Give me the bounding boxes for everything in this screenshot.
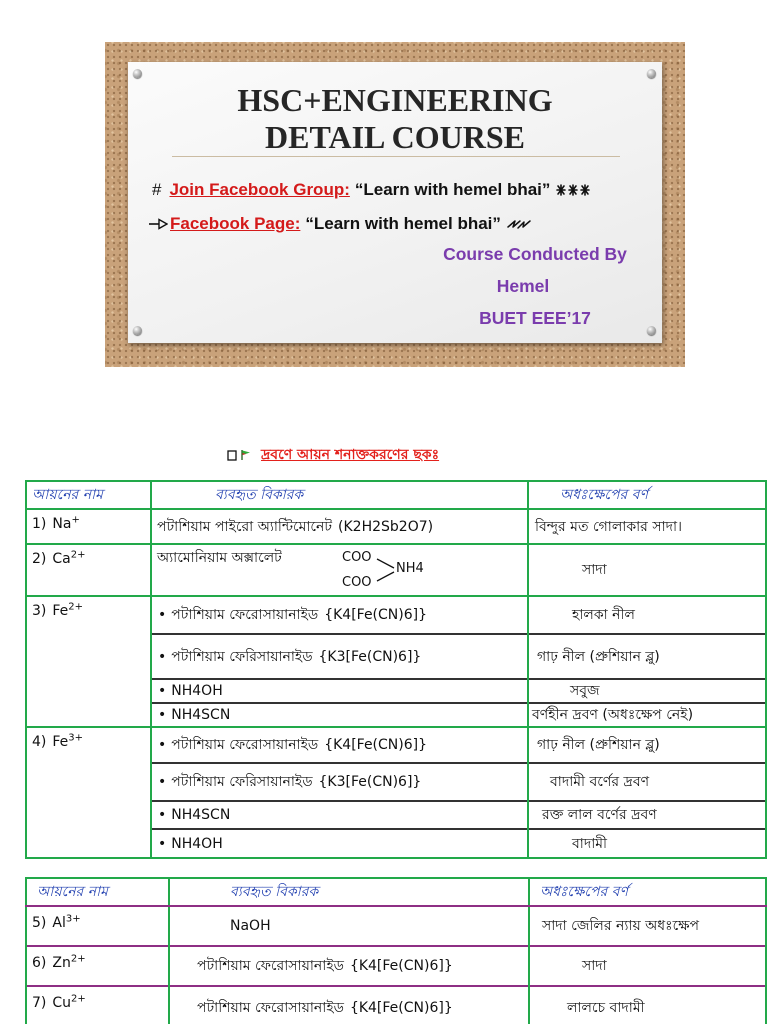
reagent-cell (151, 596, 528, 634)
ion-number: 4) (32, 734, 47, 750)
ion-symbol: Ca (52, 551, 71, 567)
reagent-name: পটাশিয়াম ফেরোসায়ানাইড (197, 958, 344, 974)
reagent-name: পটাশিয়াম ফেরোসায়ানাইড (171, 607, 319, 623)
header-precipitate-color: অধঃক্ষেপের বর্ণ (528, 481, 766, 509)
result-cell: বিন্দুর মত গোলাকার সাদা। (528, 509, 766, 544)
title-divider (172, 156, 620, 157)
ion-symbol: Cu (52, 995, 72, 1011)
result-cell: সাদা (528, 544, 766, 596)
header-ion-name: আয়নের নাম (26, 481, 151, 509)
facebook-group-name: “Learn with hemel bhai” (354, 180, 551, 199)
bullet: • (158, 774, 167, 790)
ion-identification-table-2 (25, 877, 767, 1024)
facebook-group-line (152, 179, 591, 201)
bullet: • (158, 648, 167, 665)
reagent-name: NH4SCN (171, 707, 231, 723)
reagent-formula: {K4[Fe(CN)6]} (324, 737, 428, 753)
ion-number: 5) (32, 915, 47, 931)
table-row (26, 596, 766, 634)
reagent-name: পটাশিয়াম ফেরোসায়ানাইড (171, 737, 319, 753)
course-banner (105, 42, 685, 367)
reagent-name: পটাশিয়াম ফেরিসায়ানাইড (171, 648, 313, 665)
table-row (26, 946, 766, 986)
table-header-row (26, 878, 766, 906)
ion-charge: 2+ (70, 549, 86, 561)
header-reagent: ব্যবহৃত বিকারক (169, 878, 529, 906)
facebook-page-line (148, 213, 532, 235)
bullet: • (158, 835, 167, 852)
pin-icon (133, 326, 142, 335)
ion-symbol: Zn (52, 955, 71, 971)
course-conducted-by: Course Conducted By (443, 244, 627, 264)
facebook-page-name: “Learn with hemel bhai” (305, 214, 501, 233)
ion-symbol: Al (52, 915, 66, 931)
reagent-formula: {K4[Fe(CN)6]} (349, 999, 453, 1016)
result-cell: বর্ণহীন দ্রবণ (অধঃক্ষেপ নেই) (528, 703, 766, 727)
reagent-cell (169, 986, 529, 1024)
instructor-institution: BUET EEE’17 (479, 308, 591, 328)
ion-charge: 3+ (68, 732, 84, 744)
table-header-row (26, 481, 766, 509)
bullet: • (158, 707, 167, 723)
bullet: • (158, 683, 167, 699)
reagent-cell (151, 679, 528, 703)
reagent-cell (169, 946, 529, 986)
ion-number: 7) (32, 995, 47, 1011)
table-row (26, 544, 766, 596)
oxalate-structure (152, 545, 527, 595)
bond-lines (376, 553, 396, 587)
section-heading-text: দ্রবণে আয়ন শনাক্তকরণের ছকঃ (261, 447, 440, 463)
ion-charge: + (71, 514, 80, 526)
reagent-cell (151, 763, 528, 801)
reagent-formula: {K3[Fe(CN)6]} (318, 648, 422, 665)
instructor-name: Hemel (496, 276, 550, 296)
reagent-cell (151, 829, 528, 858)
reagent-name: NH4SCN (171, 807, 231, 823)
ion-number: 1) (32, 516, 47, 532)
hash-mark: # (152, 180, 162, 199)
banner-title-line-2: DETAIL COURSE (265, 119, 525, 155)
table-2-viewport (24, 876, 768, 1024)
reagent-name: অ্যামোনিয়াম অক্সালেট (157, 550, 282, 566)
table-row (26, 986, 766, 1024)
scribble-icon (506, 218, 532, 230)
reagent-name: পটাশিয়াম ফেরোসায়ানাইড (197, 999, 344, 1016)
ion-cell (26, 946, 169, 986)
facebook-group-link[interactable]: Join Facebook Group: (169, 180, 350, 199)
reagent-name: NH4OH (171, 683, 223, 699)
reagent-formula: (K2H2Sb2O7) (338, 518, 434, 535)
formula-nh4: NH4 (396, 561, 424, 576)
ion-charge: 3+ (65, 913, 81, 925)
bullet: • (158, 807, 167, 823)
result-cell: গাঢ় নীল (প্রুশিয়ান ব্লু) (528, 727, 766, 763)
ion-number: 2) (32, 551, 47, 567)
checkbox-icon (227, 450, 237, 461)
table-row (26, 509, 766, 544)
ion-cell (26, 727, 151, 858)
result-cell: সাদা জেলির ন্যায় অধঃক্ষেপ (529, 906, 766, 946)
facebook-page-link[interactable]: Facebook Page: (170, 214, 301, 233)
reagent-cell (151, 727, 528, 763)
ion-symbol: Na (52, 516, 72, 532)
ion-cell (26, 509, 151, 544)
header-precipitate-color: অধঃক্ষেপের বর্ণ (529, 878, 766, 906)
result-cell: লালচে বাদামী (529, 986, 766, 1024)
result-cell: সাদা (529, 946, 766, 986)
bullet: • (158, 607, 167, 623)
ion-cell (26, 906, 169, 946)
result-cell: হালকা নীল (528, 596, 766, 634)
result-cell: সবুজ (528, 679, 766, 703)
reagent-formula: {K4[Fe(CN)6]} (349, 958, 453, 974)
stars-scribble-icon (555, 183, 591, 197)
reagent-cell (151, 544, 528, 596)
result-cell: বাদামী (528, 829, 766, 858)
ion-cell (26, 596, 151, 727)
pin-icon (133, 69, 142, 78)
formula-coo-top: COO (342, 550, 372, 565)
reagent-name: পটাশিয়াম ফেরিসায়ানাইড (171, 774, 313, 790)
table-row (26, 727, 766, 763)
flag-icon (240, 449, 252, 461)
reagent-name: NH4OH (171, 835, 223, 852)
ion-identification-table-1 (25, 480, 767, 859)
ion-cell (26, 986, 169, 1024)
ion-charge: 2+ (68, 601, 84, 613)
banner-title-line-1: HSC+ENGINEERING (237, 82, 553, 118)
ion-symbol: Fe (52, 734, 69, 750)
arrow-right-icon (148, 218, 168, 230)
bullet: • (158, 737, 167, 753)
header-reagent: ব্যবহৃত বিকারক (151, 481, 528, 509)
header-ion-name: আয়নের নাম (26, 878, 169, 906)
reagent-cell (151, 634, 528, 679)
banner-paper (128, 62, 662, 343)
reagent-cell (151, 509, 528, 544)
reagent-formula: {K4[Fe(CN)6]} (324, 607, 428, 623)
result-cell: রক্ত লাল বর্ণের দ্রবণ (528, 801, 766, 829)
reagent-cell (151, 703, 528, 727)
table-row (26, 906, 766, 946)
result-cell: বাদামী বর্ণের দ্রবণ (528, 763, 766, 801)
pin-icon (647, 69, 656, 78)
result-cell: গাঢ় নীল (প্রুশিয়ান ব্লু) (528, 634, 766, 679)
reagent-name: পটাশিয়াম পাইরো অ্যান্টিমোনেট (157, 518, 333, 535)
reagent-cell (169, 906, 529, 946)
section-heading (227, 445, 439, 465)
ion-number: 6) (32, 955, 47, 971)
ion-charge: 2+ (71, 993, 86, 1005)
reagent-name: NaOH (230, 918, 271, 934)
reagent-cell (151, 801, 528, 829)
ion-symbol: Fe (52, 603, 69, 619)
reagent-formula: {K3[Fe(CN)6]} (318, 774, 422, 790)
ion-cell (26, 544, 151, 596)
formula-coo-bottom: COO (342, 575, 372, 590)
ion-number: 3) (32, 603, 47, 619)
ion-charge: 2+ (70, 953, 86, 965)
